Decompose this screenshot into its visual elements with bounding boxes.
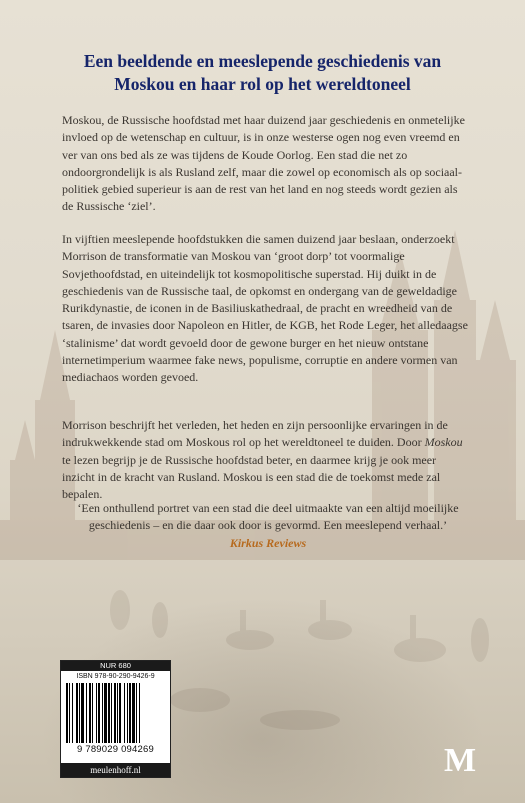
- publisher-logo: [442, 742, 478, 776]
- logo-letter: M: [443, 742, 477, 776]
- paragraph-3-book-title: Moskou: [424, 435, 463, 450]
- paragraph-2: In vijftien meeslepende hoofdstukken die samen duizend jaar beslaan, onderzoekt Morrison de transformatie van Moskou van ‘groot dorp’ tot voormalige Sovjethoofdstad, en uiteindelijk tot kosmopolitische superstad. Hij duikt in de geschiedenis van de Russische taal, de opkomst en ondergang van de geweldadige Rurikdynastie, de iconen in de Basiliuskathedraal, de pracht en wreedheid van de tsaren, de invasies door Napoleon en Hitler, de KGB, het Rode Leger, het alledaagse ‘stalinisme’ dat wordt gevoeld door de gewone burger en het nieuw ontstane internetimperium waarmee fake news, populisme, corruptie en andere vormen van mediachaos worden gevoed.: [62, 232, 468, 385]
- paragraph-3-part-2: te lezen begrijp je de Russische hoofdstad beter, en daarmee krijg je ook meer inzicht in de kracht van Rusland. Moskou is een stad die de toekomst mede zal bepalen.: [62, 452, 441, 502]
- headline-line-1: Een beeldende en meeslepende geschiedenis van: [83, 51, 442, 71]
- paragraph-3-part-1: Morrison beschrijft het verleden, het heden en zijn persoonlijke ervaringen in de indrukwekkende stad om Moskous rol op het wereldtoneel te duiden. Door: [62, 418, 448, 450]
- headline: [30, 50, 495, 96]
- barcode-digits: 9 789029 094269: [77, 744, 154, 755]
- paragraph-3: [62, 417, 470, 503]
- isbn-label: ISBN 978-90-290-9426-9: [76, 673, 155, 680]
- quote-text: ‘Een onthullend portret van een stad die deel uitmaakte van een altijd moeilijke geschiedenis – en die daar ook door is gevormd. Een meeslepend verhaal.’: [77, 501, 459, 533]
- headline-line-2: Moskou en haar rol op het wereldtoneel: [114, 74, 411, 94]
- publisher-website: meulenhoff.nl: [61, 763, 170, 777]
- barcode-bars: [65, 683, 166, 743]
- nur-label: NUR 680: [61, 661, 170, 671]
- paragraph-1: Moskou, de Russische hoofdstad met haar duizend jaar geschiedenis en onmetelijke invloed op de wetenschap en cultuur, is in onze westerse ogen nog even vreemd en ver van ons bed als ze was tijdens de Koude Oorlog. Een stad die net zo ondoorgrondelijk is als Rusland zelf, maar die zowel op economisch als op sociaal-politiek gebied superieur is aan de rest van het land en nog steeds wordt gezien als de Russische ‘ziel’.: [62, 113, 465, 214]
- review-quote: [62, 500, 474, 552]
- barcode-panel: [60, 660, 171, 778]
- quote-source: Kirkus Reviews: [229, 535, 307, 550]
